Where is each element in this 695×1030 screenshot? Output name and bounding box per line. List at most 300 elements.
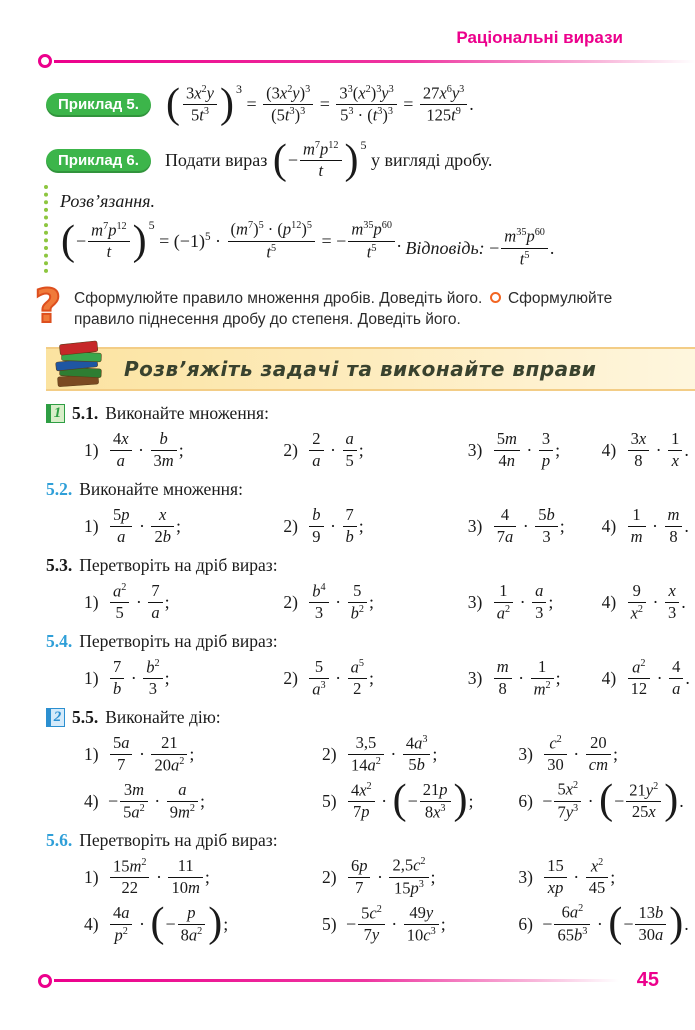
item-expression xyxy=(108,582,170,623)
rule-dot-icon xyxy=(38,974,52,988)
math-run: = − xyxy=(317,230,347,251)
fraction: $\frac{21}{20a^2}$ xyxy=(151,734,187,775)
fraction: $\frac{m^{35}p^{60}}{t^5}$ xyxy=(348,220,395,262)
math-run: · xyxy=(134,515,150,536)
fraction: $\frac{5}{a^3}$ xyxy=(309,658,328,699)
exercise-item xyxy=(602,579,686,626)
fraction: $\frac{3^3(x^2)^3y^3}{5^3 \cdot (t^3)^3}$ xyxy=(336,84,396,126)
fraction: $\frac{15}{xp}$ xyxy=(544,857,567,898)
item-expression xyxy=(108,734,194,775)
open-paren: ( xyxy=(61,217,75,264)
fraction: $\frac{4}{7a}$ xyxy=(494,506,517,547)
exercise-header xyxy=(46,705,695,731)
math-run: · xyxy=(521,439,537,460)
math-run: ; xyxy=(200,790,206,811)
exercise-header xyxy=(46,477,695,503)
fraction: $\frac{9}{x^2}$ xyxy=(628,582,646,623)
math-run: ; xyxy=(440,913,446,934)
math-run: · xyxy=(126,667,142,688)
math-run: ; xyxy=(358,439,364,460)
fraction: $\frac{21p}{8x^3}$ xyxy=(420,781,451,822)
exercise-item xyxy=(468,503,602,550)
math-run: · xyxy=(134,743,150,764)
fraction: $\frac{1}{x}$ xyxy=(668,430,682,471)
fraction: $\frac{49y}{10c^3}$ xyxy=(404,904,439,945)
fraction: $\frac{a^2}{5}$ xyxy=(110,582,129,623)
fraction: $\frac{5c^2}{7y}$ xyxy=(358,904,385,945)
item-expression xyxy=(542,777,684,824)
fraction: $\frac{3}{p}$ xyxy=(539,430,553,471)
math-run: − xyxy=(407,790,418,811)
close-paren: ) xyxy=(208,900,223,947)
exercise-item xyxy=(84,503,283,550)
math-run: · xyxy=(648,591,664,612)
item-expression xyxy=(626,506,689,547)
close-paren: ) xyxy=(453,777,468,824)
math-run: · xyxy=(131,591,147,612)
exercise-item xyxy=(322,854,518,901)
exercise-number: 5.2. xyxy=(46,479,73,500)
item-label: 3) xyxy=(518,866,538,887)
header-rule xyxy=(38,54,695,68)
item-expression xyxy=(307,506,364,547)
math-run: − xyxy=(345,913,357,934)
exercise-item xyxy=(602,655,690,702)
exercise-item xyxy=(283,579,467,626)
math-run: · xyxy=(515,591,531,612)
math-run: ; xyxy=(175,515,181,536)
math-run: . xyxy=(685,667,690,688)
item-label: 3) xyxy=(518,743,538,764)
books-stack-icon xyxy=(52,337,110,395)
math-run: − xyxy=(623,913,634,934)
exercise-item xyxy=(518,854,688,901)
fraction: $\frac{27x^6y^3}{125t^9}$ xyxy=(420,84,467,126)
fraction: $\frac{5p}{a}$ xyxy=(110,506,133,547)
text-run: Подати вираз xyxy=(164,150,272,171)
exercise-items xyxy=(46,854,695,948)
item-expression xyxy=(542,857,615,898)
question-mark-icon: ? xyxy=(34,278,62,333)
close-paren: ) xyxy=(132,217,147,264)
example-5-badge: Приклад 5. xyxy=(46,93,151,117)
difficulty-level-badge: 2 xyxy=(46,708,65,727)
math-run: ; xyxy=(613,743,619,764)
item-expression xyxy=(492,658,561,699)
fraction: $\frac{3x^2y}{5t^3}$ xyxy=(183,84,217,126)
solution-formula xyxy=(60,217,402,264)
math-run: . xyxy=(681,591,686,612)
fraction: $\frac{4a^3}{5b}$ xyxy=(403,734,431,775)
fraction: $\frac{21y^2}{25x}$ xyxy=(626,781,661,822)
item-expression xyxy=(346,734,437,775)
exercise-item xyxy=(602,503,689,550)
fraction: $\frac{m}{8}$ xyxy=(665,506,683,547)
close-paren: ) xyxy=(219,81,234,128)
math-run: . xyxy=(469,94,474,115)
math-run: − xyxy=(542,913,553,934)
exercise-items xyxy=(46,731,695,825)
math-run: . xyxy=(679,790,684,811)
fraction: $\frac{4a}{p^2}$ xyxy=(110,904,133,945)
item-label: 4) xyxy=(601,591,621,612)
math-run: ; xyxy=(164,591,170,612)
math-run: − xyxy=(165,913,176,934)
fraction: $\frac{6p}{7}$ xyxy=(348,857,371,898)
fraction: $\frac{1}{m}$ xyxy=(628,506,646,547)
outer-exponent: 5 xyxy=(148,218,155,233)
fraction: $\frac{2,5c^2}{15p^3}$ xyxy=(389,856,428,898)
fraction: $\frac{1}{a^2}$ xyxy=(494,582,513,623)
exercise-items xyxy=(46,579,695,626)
item-label: 1) xyxy=(84,591,103,612)
exercise-item xyxy=(518,901,688,948)
item-expression xyxy=(108,658,170,699)
item-label: 4) xyxy=(84,913,103,934)
question-text: Сформулюйте правило множення дробів. Доведіть його. Сформулюйте правило піднесення дробу до степеня. Доведіть його. xyxy=(74,289,613,328)
bullet-circle-icon xyxy=(490,292,501,303)
italic-text-run: Відповідь: xyxy=(405,237,490,258)
math-run: ; xyxy=(559,515,565,536)
page-footer xyxy=(0,969,695,992)
fraction: $\frac{1}{m^2}$ xyxy=(531,658,554,699)
fraction: $\frac{m^7p^{12}}{t}$ xyxy=(300,140,342,181)
item-label: 4) xyxy=(601,667,621,688)
fraction: $\frac{(3x^2y)^3}{(5t^3)^3}$ xyxy=(263,84,313,126)
banner-title: Розв’яжіть задачі та виконайте вправи xyxy=(124,356,597,381)
fraction: $\frac{13b}{30a}$ xyxy=(635,904,666,945)
exercise-title: Виконайте дію: xyxy=(105,707,221,728)
close-paren: ) xyxy=(669,900,684,947)
exercise-item xyxy=(283,655,467,702)
fraction: $\frac{3,5}{14a^2}$ xyxy=(348,734,384,775)
item-expression xyxy=(626,658,690,699)
exercise-item xyxy=(602,427,689,474)
fraction: $\frac{b}{9}$ xyxy=(309,506,323,547)
exercise-item xyxy=(84,579,283,626)
math-run: ; xyxy=(548,591,554,612)
item-label: 6) xyxy=(518,913,538,934)
math-run: ; xyxy=(432,743,438,764)
close-paren: ) xyxy=(664,777,679,824)
math-run: . xyxy=(684,515,689,536)
open-paren: ( xyxy=(165,81,180,128)
text-run: у вигляді дробу. xyxy=(366,150,493,171)
fraction: $\frac{3m}{5a^2}$ xyxy=(120,781,148,822)
fraction: $\frac{a}{3}$ xyxy=(532,582,546,623)
solution-label: Розв’язання. xyxy=(60,191,156,212)
item-label: 2) xyxy=(322,743,341,764)
item-label: 6) xyxy=(518,790,538,811)
difficulty-level-badge: 1 xyxy=(46,404,65,423)
exercise-5-2 xyxy=(46,477,695,550)
fraction: $\frac{b^2}{3}$ xyxy=(143,658,162,699)
math-run: ; xyxy=(555,667,561,688)
math-run: = xyxy=(241,94,262,115)
item-expression xyxy=(307,658,374,699)
item-label: 4) xyxy=(84,790,103,811)
math-run: ; xyxy=(555,439,561,460)
exercise-item xyxy=(283,503,467,550)
item-label: 2) xyxy=(283,439,303,460)
exercise-item xyxy=(322,901,518,948)
example-5 xyxy=(46,81,695,128)
exercise-number: 5.4. xyxy=(46,631,73,652)
answer-line xyxy=(405,227,554,269)
fraction: $\frac{m^7p^{12}}{t}$ xyxy=(88,221,130,262)
item-label: 2) xyxy=(283,515,303,536)
exercise-header xyxy=(46,828,695,854)
fraction: $\frac{5}{b^2}$ xyxy=(348,582,367,623)
fraction: $\frac{4x^2}{7p}$ xyxy=(348,781,375,822)
math-run: ; xyxy=(368,591,374,612)
fraction: $\frac{5x^2}{7y^3}$ xyxy=(554,780,581,822)
exercises-list xyxy=(46,401,695,948)
math-run: − xyxy=(489,237,500,258)
exercise-item xyxy=(468,427,602,474)
exercise-5-3 xyxy=(46,553,695,626)
fraction: $\frac{x^2}{45}$ xyxy=(586,857,609,898)
item-expression xyxy=(108,857,210,898)
exercise-item xyxy=(84,427,283,474)
fraction: $\frac{5m}{4n}$ xyxy=(494,430,520,471)
exercise-items xyxy=(46,655,695,702)
exercise-item xyxy=(468,579,602,626)
exercise-header xyxy=(46,553,695,579)
fraction: $\frac{x}{3}$ xyxy=(665,582,679,623)
exercise-number: 5.1. xyxy=(72,403,99,424)
math-run: · xyxy=(568,866,584,887)
fraction: $\frac{6a^2}{65b^3}$ xyxy=(554,903,590,945)
item-expression xyxy=(542,734,618,775)
exercise-title: Перетворіть на дріб вираз: xyxy=(79,555,278,576)
math-run: − xyxy=(542,790,553,811)
fraction: $\frac{3x}{8}$ xyxy=(628,430,650,471)
exercise-title: Виконайте множення: xyxy=(79,479,243,500)
math-run: · xyxy=(647,515,663,536)
open-paren: ( xyxy=(150,900,165,947)
item-label: 2) xyxy=(283,667,303,688)
item-label: 3) xyxy=(467,515,487,536)
item-label: 1) xyxy=(84,515,103,536)
exercise-5-4 xyxy=(46,629,695,702)
fraction: $\frac{2}{a}$ xyxy=(309,430,323,471)
fraction: $\frac{(m^7)^5 \cdot (p^{12})^5}{t^5}$ xyxy=(228,220,315,262)
exercise-number: 5.6. xyxy=(46,830,73,851)
item-expression xyxy=(108,781,205,822)
fraction: $\frac{7}{a}$ xyxy=(148,582,162,623)
math-run: · xyxy=(133,439,149,460)
exercise-item xyxy=(322,778,518,825)
chapter-title: Раціональні вирази xyxy=(456,28,623,47)
exercises-banner xyxy=(46,347,695,391)
math-run: · xyxy=(518,515,534,536)
math-run: . xyxy=(396,230,402,251)
item-label: 5) xyxy=(322,913,341,934)
item-label: 1) xyxy=(84,866,103,887)
fraction: $\frac{5a}{7}$ xyxy=(110,734,133,775)
outer-exponent: 3 xyxy=(235,82,242,96)
item-label: 1) xyxy=(84,439,103,460)
math-run: · xyxy=(385,743,401,764)
exercise-5-6 xyxy=(46,828,695,948)
math-run: − xyxy=(614,790,625,811)
exercise-title: Перетворіть на дріб вираз: xyxy=(79,830,278,851)
fraction: $\frac{b^4}{3}$ xyxy=(309,582,328,623)
item-expression xyxy=(108,430,184,471)
item-expression xyxy=(307,582,374,623)
exercise-5-1 xyxy=(46,401,695,474)
exercise-item xyxy=(84,778,322,825)
item-label: 2) xyxy=(283,591,303,612)
item-label: 1) xyxy=(84,667,103,688)
fraction: $\frac{x}{2b}$ xyxy=(151,506,174,547)
math-run: ; xyxy=(178,439,184,460)
exercise-header xyxy=(46,629,695,655)
math-run: ; xyxy=(610,866,616,887)
math-run: · xyxy=(652,667,668,688)
math-run: = xyxy=(315,94,335,115)
math-run: · xyxy=(151,866,167,887)
close-paren: ) xyxy=(344,136,359,183)
exercise-header xyxy=(46,401,695,427)
math-run: − xyxy=(76,230,87,251)
exercise-item xyxy=(518,731,683,778)
question-block xyxy=(26,278,695,333)
item-expression xyxy=(492,430,560,471)
math-run: · xyxy=(513,667,529,688)
exercise-item xyxy=(322,731,518,778)
example-5-formula xyxy=(165,81,474,128)
item-expression xyxy=(346,904,446,945)
fraction: $\frac{4x}{a}$ xyxy=(110,430,132,471)
item-label: 5) xyxy=(322,790,341,811)
math-run: . xyxy=(684,913,689,934)
example-6-badge: Приклад 6. xyxy=(46,149,151,173)
exercise-item xyxy=(84,854,322,901)
fraction: $\frac{a}{5}$ xyxy=(343,430,357,471)
open-paren: ( xyxy=(272,136,287,183)
item-label: 3) xyxy=(467,591,487,612)
item-expression xyxy=(626,430,689,471)
exercise-item xyxy=(283,427,467,474)
fraction: $\frac{7}{b}$ xyxy=(110,658,124,699)
fraction: $\frac{5b}{3}$ xyxy=(535,506,558,547)
item-label: 3) xyxy=(467,667,487,688)
math-run: · xyxy=(651,439,667,460)
item-expression xyxy=(307,430,364,471)
math-run: · xyxy=(134,913,150,934)
exercise-number: 5.5. xyxy=(72,707,99,728)
open-paren: ( xyxy=(392,777,407,824)
exercise-item xyxy=(84,731,322,778)
item-label: 2) xyxy=(322,866,341,887)
exercise-item xyxy=(84,655,283,702)
item-label: 4) xyxy=(601,515,621,536)
item-expression xyxy=(542,900,689,947)
math-run: ; xyxy=(468,790,474,811)
item-expression xyxy=(108,506,181,547)
fraction: $\frac{15m^2}{22}$ xyxy=(110,857,150,898)
fraction: $\frac{a^5}{2}$ xyxy=(348,658,367,699)
fraction: $\frac{m^{35}p^{60}}{t^5}$ xyxy=(501,227,548,269)
exercise-item xyxy=(84,901,322,948)
math-run: . xyxy=(549,237,555,258)
fraction: $\frac{7}{b}$ xyxy=(343,506,357,547)
item-expression xyxy=(626,582,686,623)
math-run: · xyxy=(376,790,392,811)
math-run: = xyxy=(398,94,418,115)
item-expression xyxy=(108,900,229,947)
exercise-title: Перетворіть на дріб вираз: xyxy=(79,631,278,652)
exercise-number: 5.3. xyxy=(46,555,73,576)
math-run: · xyxy=(330,667,346,688)
fraction: $\frac{11}{10m}$ xyxy=(168,857,202,898)
math-run: ; xyxy=(368,667,374,688)
outer-exponent: 5 xyxy=(360,137,367,152)
item-label: 1) xyxy=(84,743,103,764)
math-run: ; xyxy=(358,515,364,536)
exercise-item xyxy=(468,655,602,702)
item-label: 4) xyxy=(601,439,621,460)
item-label: 3) xyxy=(467,439,487,460)
item-expression xyxy=(492,506,565,547)
math-run: · xyxy=(330,591,346,612)
exercise-item xyxy=(518,778,683,825)
math-run: · xyxy=(325,439,341,460)
math-run: ; xyxy=(223,913,229,934)
rule-dot-icon xyxy=(38,54,52,68)
math-run: · xyxy=(592,913,608,934)
example-6-task xyxy=(164,136,493,183)
fraction: $\frac{4}{a}$ xyxy=(669,658,683,699)
math-run: . xyxy=(684,439,689,460)
item-expression xyxy=(346,856,436,898)
math-run: − xyxy=(287,150,298,171)
open-paren: ( xyxy=(608,900,623,947)
open-paren: ( xyxy=(599,777,614,824)
fraction: $\frac{m}{8}$ xyxy=(494,658,512,699)
math-run: − xyxy=(107,790,119,811)
fraction: $\frac{a^2}{12}$ xyxy=(628,658,651,699)
math-run: ; xyxy=(430,866,436,887)
math-run: ; xyxy=(164,667,170,688)
page-number: 45 xyxy=(636,969,659,991)
exercise-title: Виконайте множення: xyxy=(105,403,269,424)
exercise-items xyxy=(46,503,695,550)
fraction: $\frac{p}{8a^2}$ xyxy=(178,904,206,945)
math-run: ; xyxy=(204,866,210,887)
math-run: ; xyxy=(189,743,195,764)
example-6 xyxy=(0,136,695,273)
math-run: · xyxy=(386,913,402,934)
exercise-items xyxy=(46,427,695,474)
math-run: · xyxy=(583,790,599,811)
footer-rule xyxy=(38,974,619,988)
math-run: · xyxy=(325,515,341,536)
page-header xyxy=(0,28,695,68)
fraction: $\frac{a}{9m^2}$ xyxy=(167,781,198,822)
fraction: $\frac{b}{3m}$ xyxy=(151,430,177,471)
fraction: $\frac{c^2}{30}$ xyxy=(544,734,567,775)
example-6-solution xyxy=(44,185,695,273)
math-run: · xyxy=(568,743,584,764)
fraction: $\frac{20}{cm}$ xyxy=(586,734,611,775)
item-expression xyxy=(492,582,554,623)
item-expression xyxy=(346,777,474,824)
exercise-5-5 xyxy=(46,705,695,825)
math-run: · xyxy=(149,790,165,811)
